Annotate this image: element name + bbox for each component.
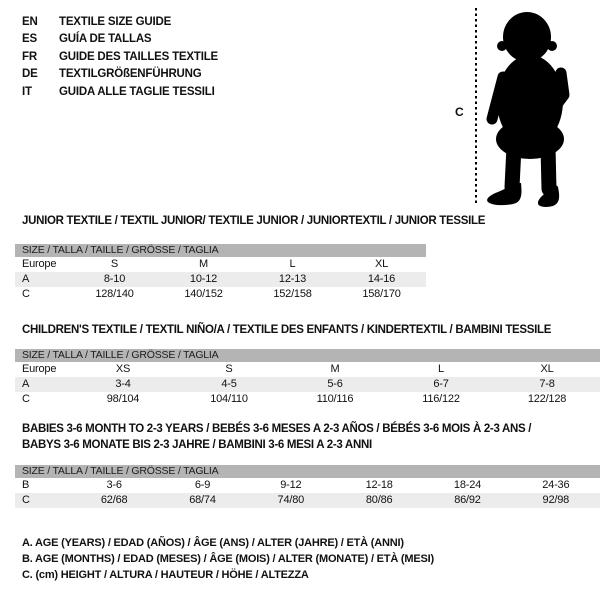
row-label: C	[22, 494, 30, 506]
size-header-bar: SIZE / TALLA / TAILLE / GRÖSSE / TAGLIA	[15, 244, 426, 257]
size-cell: 122/128	[527, 393, 567, 405]
size-cell: 8-10	[103, 273, 126, 285]
size-header-bar: SIZE / TALLA / TAILLE / GRÖSSE / TAGLIA	[15, 349, 600, 362]
language-title: TEXTILE SIZE GUIDE	[59, 16, 172, 28]
table-row	[15, 493, 600, 508]
footnote-line: B. AGE (MONTHS) / EDAD (MESES) / ÂGE (MOIS) / ALTER (MONATE) / ETÀ (MESI)	[22, 553, 434, 565]
footnote-line: C. (cm) HEIGHT / ALTURA / HAUTEUR / HÖHE / ALTEZZA	[22, 569, 309, 581]
size-cell: 62/68	[100, 494, 128, 506]
size-cell: 6-7	[433, 378, 449, 390]
children-size-table	[15, 349, 600, 407]
size-cell: 68/74	[189, 494, 216, 506]
size-header-bar: SIZE / TALLA / TAILLE / GRÖSSE / TAGLIA	[15, 465, 600, 478]
height-measure-line	[475, 8, 477, 206]
row-label: A	[22, 273, 30, 285]
table-row	[15, 362, 600, 377]
size-cell: 12-13	[278, 273, 307, 285]
language-row	[22, 49, 218, 66]
language-code: ES	[22, 33, 37, 46]
table-row	[15, 478, 600, 493]
size-cell: XL	[374, 258, 389, 270]
children-table-title	[22, 322, 551, 338]
size-cell: 158/170	[362, 288, 401, 300]
row-label: B	[22, 479, 30, 491]
language-row	[22, 14, 218, 31]
size-cell: 10-12	[189, 273, 218, 285]
table-row	[15, 257, 426, 272]
size-cell: L	[289, 258, 296, 270]
size-cell: XL	[540, 363, 554, 375]
junior-table-title	[22, 213, 485, 229]
size-cell: 3-6	[106, 479, 122, 491]
size-cell: 14-16	[367, 273, 396, 285]
table-title-line: BABIES 3-6 MONTH TO 2-3 YEARS / BEBÉS 3-6 MESES A 2-3 AÑOS / BÉBÉS 3-6 MOIS À 2-3 ANS /	[22, 423, 532, 435]
size-cell: 3-4	[115, 378, 131, 390]
language-code: IT	[22, 85, 32, 98]
size-cell: 128/140	[95, 288, 134, 300]
size-cell: M	[199, 258, 208, 270]
size-cell: 24-36	[542, 479, 570, 491]
language-row	[22, 84, 218, 101]
size-cell: 5-6	[327, 378, 343, 390]
language-code: DE	[22, 68, 38, 81]
height-measure-label: C	[455, 105, 464, 119]
size-cell: S	[225, 363, 233, 375]
language-title: GUIDE DES TAILLES TEXTILE	[59, 50, 218, 63]
size-cell: 7-8	[539, 378, 555, 390]
size-cell: S	[110, 258, 119, 270]
size-cell: L	[438, 363, 444, 375]
size-cell: 18-24	[453, 479, 482, 491]
row-label: C	[22, 393, 30, 405]
language-title: GUÍA DE TALLAS	[59, 33, 152, 46]
size-cell: 86/92	[454, 494, 481, 506]
size-cell: 110/116	[316, 393, 354, 405]
table-row	[15, 392, 600, 407]
row-label: A	[22, 378, 30, 390]
junior-size-table	[15, 244, 426, 302]
legend-footnotes	[22, 535, 434, 583]
table-title-line: JUNIOR TEXTILE / TEXTIL JUNIOR/ TEXTILE JUNIOR / JUNIORTEXTIL / JUNIOR TESSILE	[22, 215, 486, 227]
size-cell: 116/122	[422, 393, 460, 405]
size-cell: M	[330, 363, 340, 375]
row-label: Europe	[22, 258, 57, 270]
language-row	[22, 66, 218, 83]
row-label: Europe	[22, 363, 57, 375]
size-cell: 104/110	[210, 393, 248, 405]
size-cell: 98/104	[106, 393, 140, 405]
babies-size-table	[15, 465, 600, 508]
size-cell: 92/98	[542, 494, 570, 506]
size-cell: 9-12	[280, 479, 302, 491]
size-cell: 12-18	[365, 479, 393, 491]
language-title: TEXTILGRÖßENFÜHRUNG	[59, 68, 202, 81]
table-title-line: BABYS 3-6 MONATE BIS 2-3 JAHRE / BAMBINI 3-6 MESI A 2-3 ANNI	[22, 439, 372, 451]
language-row	[22, 31, 218, 48]
size-cell: 4-5	[221, 378, 237, 390]
language-code: EN	[22, 16, 38, 28]
size-cell: 140/152	[184, 288, 223, 300]
language-code: FR	[22, 50, 37, 63]
baby-silhouette-icon	[482, 5, 600, 215]
language-title-list	[22, 14, 218, 101]
table-row	[15, 272, 426, 287]
size-cell: 6-9	[194, 479, 211, 491]
language-title: GUIDA ALLE TAGLIE TESSILI	[59, 85, 215, 98]
table-row	[15, 287, 426, 302]
size-cell: XS	[115, 363, 131, 375]
size-cell: 80/86	[365, 494, 393, 506]
babies-table-title	[22, 421, 531, 453]
footnote-line: A. AGE (YEARS) / EDAD (AÑOS) / ÂGE (ANS) / ALTER (JAHRE) / ETÀ (ANNI)	[22, 537, 404, 549]
size-cell: 74/80	[277, 494, 305, 506]
size-cell: 152/158	[273, 288, 312, 300]
row-label: C	[22, 288, 30, 300]
table-title-line: CHILDREN'S TEXTILE / TEXTIL NIÑO/A / TEXTILE DES ENFANTS / KINDERTEXTIL / BAMBINI TESSILE	[22, 324, 552, 336]
table-row	[15, 377, 600, 392]
